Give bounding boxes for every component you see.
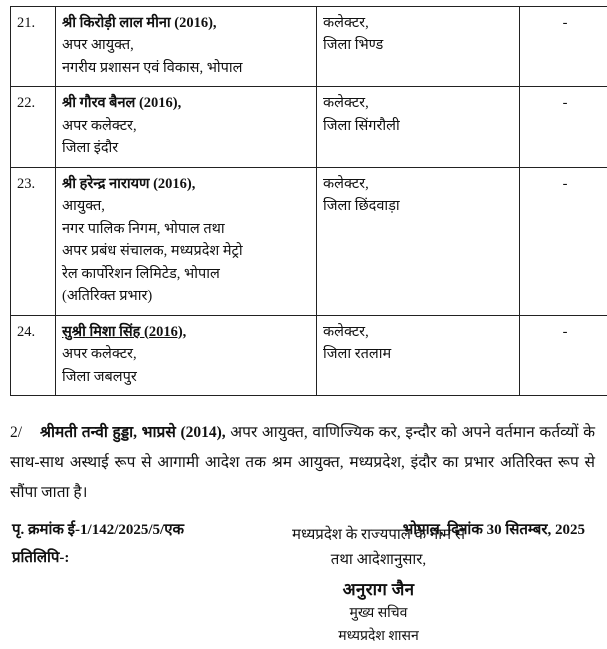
officer-detail-line: आयुक्त, [62,195,310,217]
paragraph-index: 2/ [10,418,40,448]
posting-line: जिला रतलाम [323,343,513,365]
officer-name: श्री हरेन्द्र नारायण (2016), [62,173,310,195]
row-serial-number: 24. [11,315,56,395]
signatory-department: मध्यप्रदेश शासन [150,626,607,649]
row-serial-number: 22. [11,87,56,167]
row-new-posting [317,87,520,167]
signature-authority-line-1: मध्यप्रदेश के राज्यपाल के नाम से [150,523,607,547]
officer-detail-line: अपर आयुक्त, [62,34,310,56]
footer-row [0,519,607,539]
posting-line: कलेक्टर, [323,92,513,114]
posting-line: जिला छिंदवाड़ा [323,195,513,217]
posting-line: जिला सिंगरौली [323,115,513,137]
officer-name: श्री किरोड़ी लाल मीना (2016), [62,12,310,34]
row-new-posting [317,315,520,395]
officer-detail-line: जिला इंदौर [62,137,310,159]
row-serial-number: 21. [11,7,56,87]
officer-detail-line: अपर प्रबंध संचालक, मध्यप्रदेश मेट्रो [62,240,310,262]
row-remark: - [520,167,607,315]
order-reference-number: पृ. क्रमांक ई-1/142/2025/5/एक [12,519,184,539]
copy-to-label: प्रतिलिपि‌-: [12,547,69,567]
row-officer-details [56,7,317,87]
row-serial-number: 23. [11,167,56,315]
row-officer-details [56,167,317,315]
table-row [11,7,607,87]
posting-line: कलेक्टर, [323,173,513,195]
row-new-posting [317,167,520,315]
table-row [11,87,607,167]
order-paragraph [10,418,595,507]
row-remark: - [520,7,607,87]
paragraph-text: अपर आयुक्त, वाणिज्यिक कर, इन्दौर को अपने वर्तमान कर्तव्यों के साथ-साथ अस्थाई रूप से आगामी आदेश तक श्रम आयुक्त, मध्यप्रदेश, इंदौर का प्रभार अतिरिक्त रूप से सौंपा जाता है। [10,424,595,501]
row-new-posting [317,7,520,87]
officer-detail-line: (अतिरिक्त प्रभार) [62,285,310,307]
signatory-designation: मुख्य सचिव [150,603,607,626]
table-row [11,315,607,395]
officer-detail-line: नगरीय प्रशासन एवं विकास, भोपाल [62,57,310,79]
officer-detail-line: जिला जबलपुर [62,366,310,388]
signatory-name: अनुराग जैन [150,576,607,604]
signature-block [0,523,607,648]
row-officer-details [56,87,317,167]
officer-detail-line: अपर कलेक्टर, [62,115,310,137]
officer-detail-line: अपर कलेक्टर, [62,343,310,365]
document-page [0,6,607,579]
row-remark: - [520,87,607,167]
row-officer-details [56,315,317,395]
row-remark: - [520,315,607,395]
table-row [11,167,607,315]
officer-detail-line: नगर पालिक निगम, भोपाल तथा [62,218,310,240]
officers-table [10,6,607,396]
signature-authority-line-2: तथा आदेशानुसार, [150,548,607,572]
officer-name: श्री गौरव बैनल (2016), [62,92,310,114]
posting-line: जिला भिण्ड [323,34,513,56]
posting-line: कलेक्टर, [323,12,513,34]
officer-detail-line: रेल कार्पोरेशन लिमिटेड, भोपाल [62,263,310,285]
paragraph-officer-name: श्रीमती तन्वी हुड्डा, भाप्रसे (2014), [40,424,226,441]
order-place-date: भोपाल, दिनांक 30 सितम्बर, 2025 [403,519,585,539]
posting-line: कलेक्टर, [323,321,513,343]
officer-name: सुश्री मिशा सिंह (2016), [62,321,310,343]
